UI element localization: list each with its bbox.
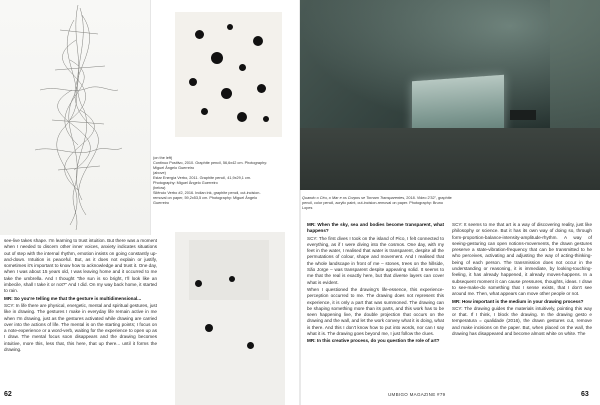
ink-dot [195, 280, 202, 287]
caption-line: Silêncio Verbo #2, 2016. Indian ink, graphite pencil, cut-incision-removal on paper, 59,2x53,5 cm. Photography: Miguel Ângelo Guerreiro [153, 191, 261, 205]
text-column-right [452, 222, 592, 338]
caption-line: (above) [153, 171, 166, 175]
caption-line: Estar Energía Verbo, 2011. Graphite pencil, 41,9x29,1 cm. Photography: Miguel Ângelo Guerreiro [153, 176, 252, 185]
question: MR: So you're telling me that the gesture is multidimensional... [4, 295, 142, 301]
ink-dot [257, 84, 266, 93]
ink-dot [253, 36, 263, 46]
ink-dot [205, 324, 213, 332]
continuo-positivo-drawing [0, 0, 151, 235]
paragraph: SCY: It seems to me that art is a way of discovering reality, just like philosophy or science. But it has its own way of doing so, through form-proportion-balance-intensity-amplitude-rhythm. A way of seeing-gesturing can open notions-movements, the drawn gestures preserve a state-vibration-frequency that can be transmitted to he who perceives, activating and adjusting the way of acting-thinking-being of each person. The transmission does not occur in the understanding or reasoning, it is immediate, by looking-touching-feeling, it has already happened, it already moves-happens. In a subsequent moment it can cause pressures, thoughts, ideas. I draw to see-make-do something that I sense exists, that I don't see around me. Then, what appears can move other people or not. [452, 222, 592, 297]
caption-line: (on the left) [153, 156, 173, 160]
ink-dot [189, 78, 197, 86]
silencio-verbo-drawing [175, 232, 285, 405]
paragraph: When I questioned the drawing's life-essence, this experience-perception occurred to me. The drawing does not represent this experience, it is only a part that was summoned. The drawing can be shaping something more than its parts, and this work has to be seen happening live, the double projection that occurs on the drawing and the wall, and let the work convey what it is doing, what is there. And this I don't know how to put into words, nor can I say what it is. The drawing goes beyond me, I just follow the clues. [307, 286, 444, 337]
paper-cut-area [189, 240, 269, 300]
estar-energia-verbo-drawing [175, 12, 282, 137]
page-number-left: 62 [4, 391, 12, 398]
paragraph: SCY: In life there are physical, energetic, mental and spiritual gestures, just like in drawing. The gestures I make in everyday life remain active in me when I'm drawing, just as the gestures activated while drawing are carried over into the actions of life. The mental is on the starting points; I focus on a note-experience or a word-verb, waiting for the experience to open up as I draw. The mental focus soon disappears and the drawing becomes intuitive, more this, less that, this here, that up there... until it forms the drawing. [4, 302, 157, 353]
page-number-right: 63 [581, 391, 589, 398]
gallery-installation-photo [300, 0, 600, 190]
caption-details: , 2018. Video 2'32", graphite pencil, color pencil, acrylic paint, cut-incision-removal on paper. Photography: Bruno Lopes [302, 196, 452, 210]
question: MR: When the sky, sea and bodies become transparent, what happens? [307, 222, 444, 234]
paragraph: see-live takes shape. I'm learning to trust intuition. But there was a moment when I needed to discern other inner voices, anxiety indicates situations out of step with the internal rhythm, emotion insists on going constantly up-and-down. Intuition is peaceful. But, as it does not explain or justify, sometimes it's important to know how to acknowledge and trust it. One day, when I was about 15 years old, I was leaving home and it occurred to me take the umbrella. And I thought "the sun is so bright, I'll look like an imbecile, shall I take it or not?" And I did. On my way back home, it started to rain. [4, 238, 157, 294]
caption-line: (below) [153, 186, 166, 190]
caption-line: Continuo Positivo, 2010. Graphite pencil, 56,6x42 cm. Photography: Miguel Ângelo Guerreiro [153, 161, 268, 170]
paragraph: SCY: The drawing guides the materials intuitively, pointing this way or that. If I think, I block the drawing. In the drawing gesto e temperatura = qualidade (2016), the drawn gestures cut, remove and make incisions on the paper. But, when placed on the wall, the drawing has disappeared and become almost white on white. The [452, 305, 592, 337]
ink-dot [221, 88, 232, 99]
ink-dot [229, 276, 235, 282]
gallery-floor [300, 128, 600, 190]
ink-dot [201, 108, 208, 115]
ink-dot [247, 342, 254, 349]
right-caption [302, 196, 452, 211]
text-column-left [4, 238, 157, 354]
ink-dot [211, 52, 223, 64]
left-captions [153, 156, 268, 206]
caption-title: Quando o Céu, o Mar e os Corpos se Tornam Transparentes [302, 196, 405, 200]
ink-dot [227, 24, 233, 30]
ink-dot [237, 112, 247, 122]
text-column-middle [307, 222, 444, 346]
ink-dot [239, 64, 246, 71]
ink-dot [195, 30, 204, 39]
paragraph: SCY: The first dives I took on the island of Pico, I felt connected to everything, as if I were diving into the cosmos. One day, with my feet in the water, I realised that water is transparent, despite all the permutations of colour, shape and movement. And I realised that the whole landscape in front of me – stones, trees on the hillside, São Jorge – was transparent despite appearing solid. It seems to me that the real is exactly here, but that diverse layers can cover what is evident. [307, 235, 444, 285]
question: MR: In this creative process, do you question the role of art? [307, 338, 440, 344]
projector [510, 110, 536, 120]
magazine-name: UMBIGO MAGAZINE #79 [388, 392, 446, 397]
ink-dot [263, 116, 269, 122]
scribble-drawing [0, 0, 150, 235]
question: MR: How important is the medium in your drawing process? [452, 298, 584, 304]
